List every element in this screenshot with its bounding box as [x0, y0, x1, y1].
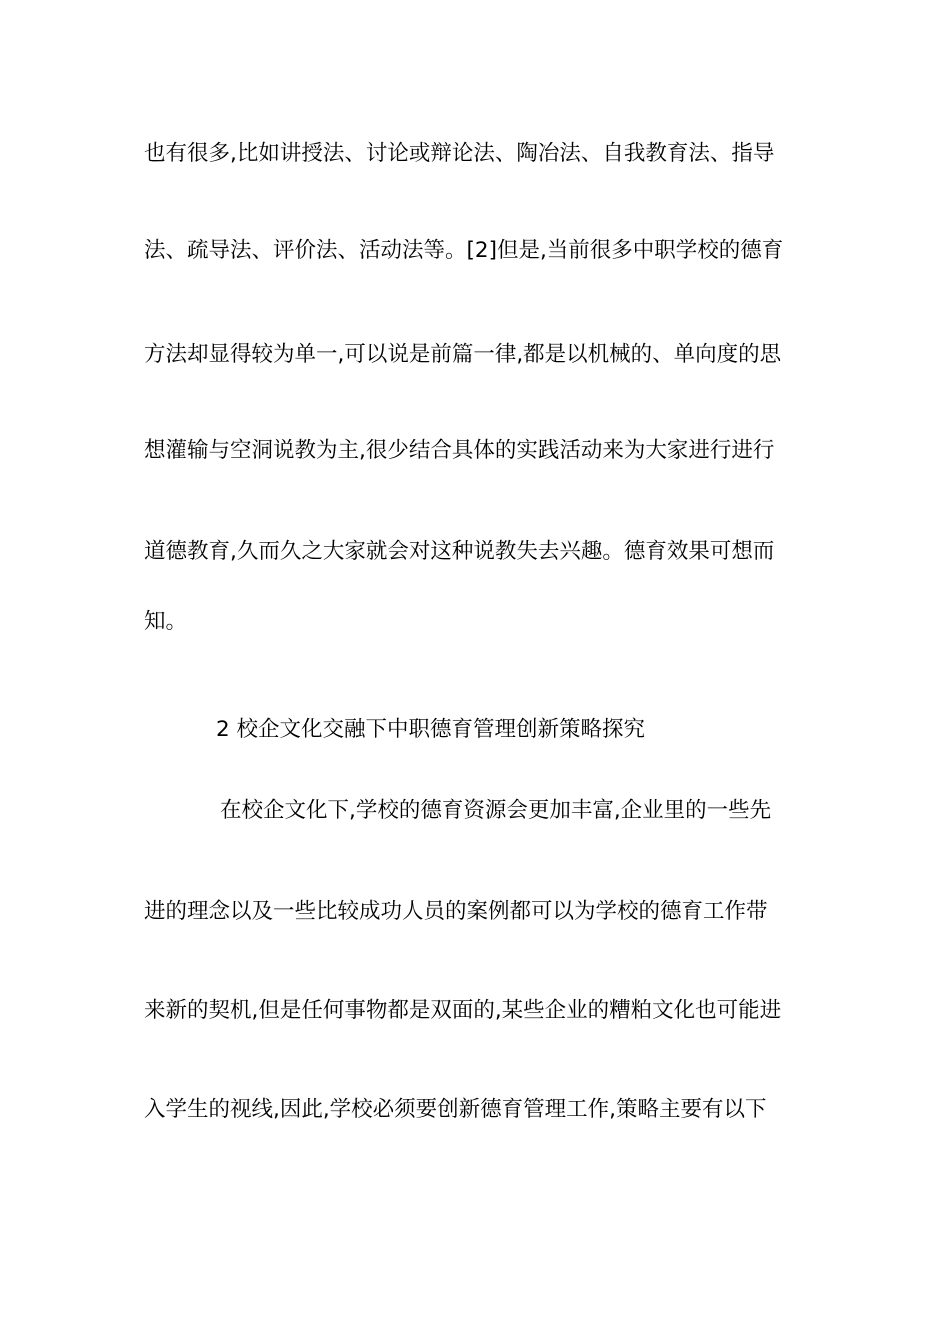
section-heading: 2 校企文化交融下中职德育管理创新策略探究: [216, 717, 646, 742]
body-text-line: 法、疏导法、评价法、活动法等。[2]但是,当前很多中职学校的德育: [144, 238, 784, 263]
body-text-line: 道德教育,久而久之大家就会对这种说教失去兴趣。德育效果可想而: [144, 539, 775, 564]
body-text-line: 入学生的视线,因此,学校必须要创新德育管理工作,策略主要有以下: [144, 1097, 767, 1122]
body-text-line: 在校企文化下,学校的德育资源会更加丰富,企业里的一些先: [220, 798, 772, 823]
body-text-line: 也有很多,比如讲授法、讨论或辩论法、陶冶法、自我教育法、指导: [144, 141, 775, 166]
body-text-line: 进的理念以及一些比较成功人员的案例都可以为学校的德育工作带: [144, 899, 768, 924]
body-text-line: 想灌输与空洞说教为主,很少结合具体的实践活动来为大家进行进行: [144, 438, 775, 463]
body-text-line: 来新的契机,但是任何事物都是双面的,某些企业的糟粕文化也可能进: [144, 998, 782, 1023]
body-text-line: 知。: [144, 609, 188, 634]
body-text-line: 方法却显得较为单一,可以说是前篇一律,都是以机械的、单向度的思: [144, 342, 782, 367]
